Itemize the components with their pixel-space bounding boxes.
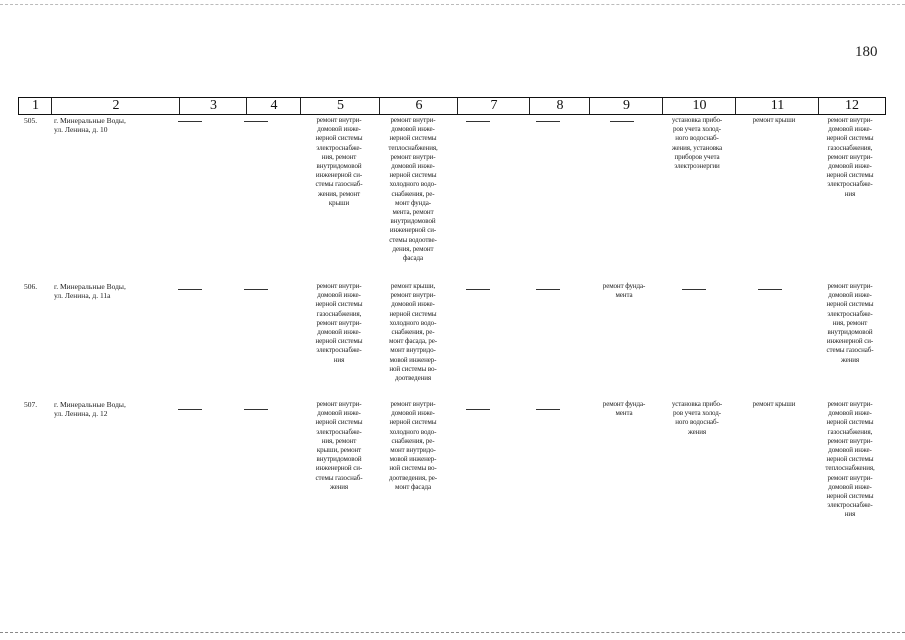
- cell-col5: ремонт внутри- домовой инже- нерной системы газоснабжения, ремонт внутри- домовой инже- нерной системы электроснабже- ния: [315, 282, 363, 364]
- empty-dash-col4: [244, 409, 268, 410]
- empty-dash-col11: [758, 289, 782, 290]
- row-number: 507.: [24, 400, 38, 409]
- row-address: г. Минеральные Воды, ул. Ленина, д. 11а: [54, 282, 126, 300]
- empty-dash-col9: [610, 121, 634, 122]
- empty-dash-col10: [682, 289, 706, 290]
- scan-edge-top: [0, 4, 905, 5]
- cell-col6: ремонт крыши, ремонт внутри- домовой инже- нерной системы холодного водо- снабжения, ре- монт фасада, ре- монт внутридо- мовой инженер- ной системы во- доотведения: [389, 282, 437, 383]
- empty-dash-col7: [466, 121, 490, 122]
- table-header: [18, 97, 886, 115]
- cell-col9: ремонт фунда- мента: [602, 400, 646, 418]
- scan-edge-bottom: [0, 632, 905, 633]
- col-header-9: 9: [589, 98, 663, 114]
- empty-dash-col8: [536, 121, 560, 122]
- cell-col10: установка прибо- ров учета холод- ного водоснаб- жения: [671, 400, 723, 436]
- empty-dash-col7: [466, 289, 490, 290]
- cell-col12: ремонт внутри- домовой инже- нерной системы газоснабжения, ремонт внутри- домовой инже- нерной системы электроснабже- ния: [826, 116, 874, 198]
- col-header-3: 3: [179, 98, 247, 114]
- cell-col9: ремонт фунда- мента: [602, 282, 646, 300]
- row-address: г. Минеральные Воды, ул. Ленина, д. 10: [54, 116, 126, 134]
- col-header-1: 1: [18, 98, 52, 114]
- col-header-8: 8: [529, 98, 590, 114]
- cell-col11: ремонт крыши: [752, 400, 796, 408]
- empty-dash-col3: [178, 121, 202, 122]
- empty-dash-col3: [178, 409, 202, 410]
- empty-dash-col3: [178, 289, 202, 290]
- col-header-11: 11: [735, 98, 819, 114]
- cell-col6: ремонт внутри- домовой инже- нерной системы холодного водо- снабжения, ре- монт внутридо- мовой инженер- ной системы во- доотведения, ре- монт фасада: [388, 400, 438, 491]
- empty-dash-col4: [244, 289, 268, 290]
- cell-col12: ремонт внутри- домовой инже- нерной системы электроснабже- ния, ремонт внутридомовой инженерной си- стемы газоснаб- жения: [826, 282, 874, 364]
- col-header-6: 6: [379, 98, 458, 114]
- col-header-4: 4: [246, 98, 301, 114]
- col-header-10: 10: [662, 98, 736, 114]
- row-number: 505.: [24, 116, 38, 125]
- cell-col12: ремонт внутри- домовой инже- нерной системы газоснабжения, ремонт внутри- домовой инже- нерной системы теплоснабжения, ремонт внутри- домовой инже- нерной системы электроснабже- ния: [825, 400, 875, 519]
- col-header-12: 12: [818, 98, 886, 114]
- cell-col10: установка прибо- ров учета холод- ного водоснаб- жения, установка приборов учета электроэнергии: [671, 116, 723, 171]
- col-header-7: 7: [457, 98, 530, 114]
- empty-dash-col8: [536, 409, 560, 410]
- row-number: 506.: [24, 282, 38, 291]
- cell-col5: ремонт внутри- домовой инже- нерной системы электроснабже- ния, ремонт крыши, ремонт внутридомовой инженерной си- стемы газоснаб- жения: [315, 400, 363, 491]
- col-header-5: 5: [300, 98, 380, 114]
- empty-dash-col8: [536, 289, 560, 290]
- col-header-2: 2: [51, 98, 180, 114]
- page-number: 180: [855, 44, 878, 60]
- empty-dash-col7: [466, 409, 490, 410]
- empty-dash-col4: [244, 121, 268, 122]
- cell-col11: ремонт крыши: [752, 116, 796, 124]
- cell-col5: ремонт внутри- домовой инже- нерной системы электроснабже- ния, ремонт внутридомовой инженерной си- стемы газоснаб- жения, ремонт крыши: [315, 116, 363, 207]
- cell-col6: ремонт внутри- домовой инже- нерной системы теплоснабжения, ремонт внутри- домовой инже- нерной системы холодного водо- снабжения, ре- монт фунда- мента, ремонт внутридомовой инженерной си- стемы водоотве- дения, ремонт фасада: [388, 116, 438, 263]
- row-address: г. Минеральные Воды, ул. Ленина, д. 12: [54, 400, 126, 418]
